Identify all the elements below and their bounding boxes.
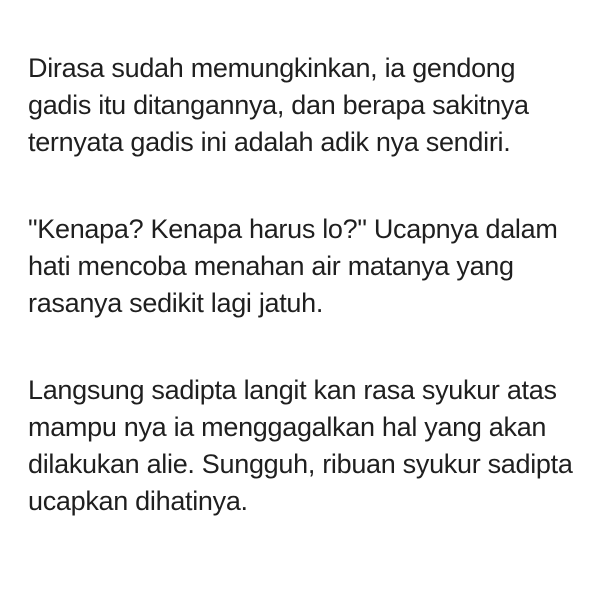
text-line: ucapkan dihatinya. — [28, 486, 248, 516]
text-line: gadis itu ditangannya, dan berapa sakitnya — [28, 90, 529, 120]
text-line: Dirasa sudah memungkinkan, ia gendong — [28, 53, 516, 83]
story-paragraph-3 — [28, 372, 582, 520]
text-line: hati mencoba menahan air matanya yang — [28, 251, 514, 281]
text-line: rasanya sedikit lagi jatuh. — [28, 288, 324, 318]
story-paragraph-2 — [28, 211, 582, 322]
text-line: "Kenapa? Kenapa harus lo?" Ucapnya dalam — [28, 214, 558, 244]
text-line: mampu nya ia menggagalkan hal yang akan — [28, 412, 547, 442]
text-line: ternyata gadis ini adalah adik nya sendiri. — [28, 127, 511, 157]
text-line: Langsung sadipta langit kan rasa syukur atas — [28, 375, 557, 405]
story-paragraph-1 — [28, 50, 582, 161]
text-line: dilakukan alie. Sungguh, ribuan syukur sadipta — [28, 449, 573, 479]
